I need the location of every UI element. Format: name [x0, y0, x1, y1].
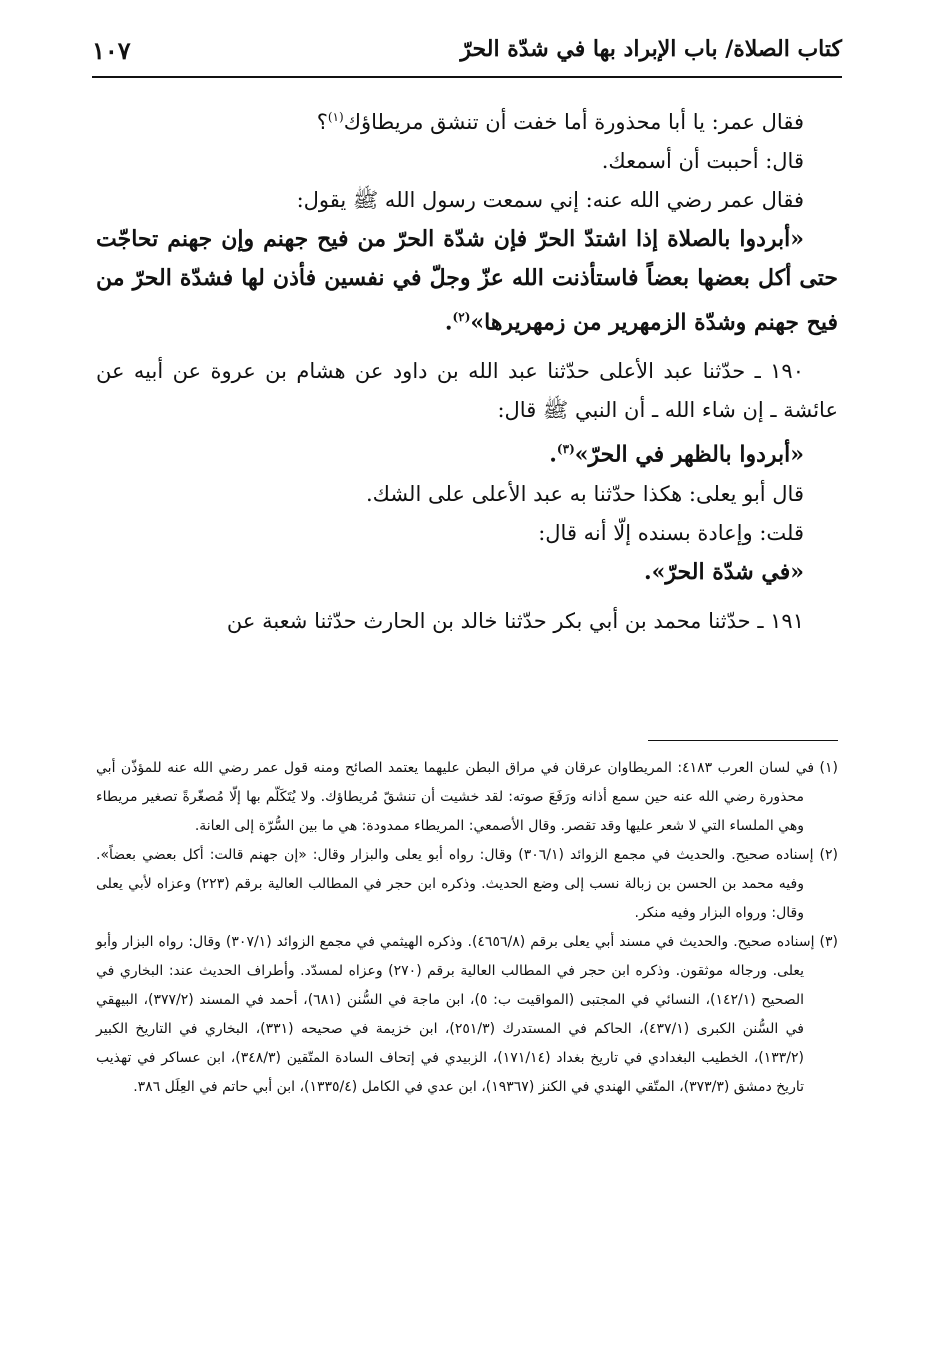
footnote-2: (٢) إسناده صحيح. والحديث في مجمع الزوائد (٣٠٦/١) وقال: رواه أبو يعلى والبزار وقال: «إن جهنم قالت: أكل بعضي بعضاً». وفيه محمد بن الحسن بن زبالة نسب إلى وضع الحديث. وذكره ابن حجر في المطالب العالية برقم (٢٢٣) وعزاه لأبي يعلى وقال: ورواه البزار وفيه منكر. [96, 847, 838, 921]
footnotes [96, 754, 838, 1102]
header-rule [92, 76, 842, 78]
hadith-1-text: «أبردوا بالصلاة إذا اشتدّ الحرّ فإن شدّة الحرّ من فيح جهنم وإن جهنم تحاجّت حتى أكل بعضها بعضاً فاستأذنت الله عزّ وجلّ في نفسين فأذن لها فشدّة الحرّ من فيح جهنم وشدّة الزمهرير من زمهريرها» [96, 226, 838, 336]
running-title: كتاب الصلاة/ باب الإبراد بها في شدّة الحرّ [460, 36, 842, 62]
hadith-190-chain: ١٩٠ ـ حدّثنا عبد الأعلى حدّثنا عبد الله بن داود عن هشام بن عروة عن أبيه عن عائشة ـ إن شاء الله ـ أن النبي ﷺ قال: [96, 359, 838, 423]
footnote-1: (١) في لسان العرب ٤١٨٣: المريطاوان عرقان في مراق البطن عليهما يعتمد الصائح ومنه قول عمر رضي الله عنه للمؤذّن أبي محذورة رضي الله عنه حين سمع أذانه ورَفَعَ صوته: لقد خشيت أن تنشقّ مُريطاؤك. ولا يُتَكَلّم بها إلّا مُصغّرةً تصغير مريطاء وهي الملساء التي لا شعر عليها وقد تقصر. وقال الأصمعي: المريطاء ممدودة: هي ما بين السُّرّة إلى العانة. [96, 760, 839, 834]
spacer [96, 592, 838, 602]
hadith-190-text [96, 430, 838, 474]
paragraph-1-text: فقال عمر: يا أبا محذورة أما خفت أن تنشق مريطاؤك [343, 110, 804, 134]
spacer [96, 342, 838, 352]
page-header [92, 36, 842, 78]
hadith-1-end: . [444, 309, 453, 336]
hadith-190-quote: «أبردوا بالظهر في الحرّ» [574, 441, 804, 468]
footnote-ref-2: (٢) [452, 310, 471, 324]
footnote-ref-3: (٣) [556, 442, 575, 457]
paragraph-3: فقال عمر رضي الله عنه: إني سمعت رسول الله ﷺ يقول: [296, 188, 804, 212]
paragraph-1-end: ؟ [316, 110, 328, 134]
footnote-3: (٣) إسناده صحيح. والحديث في مسند أبي يعلى برقم (٤٦٥٦/٨). وذكره الهيثمي في مجمع الزوائد (٣٠٧/١) وقال: رواه البزار وأبو يعلى. ورجاله موثقون. وذكره ابن حجر في المطالب العالية برقم (٢٧٠) وعزاه لمسدّد. وأطراف الحديث عند: البخاري في الصحيح (١٤٢/١)، النسائي في المجتبى (المواقيت ب: ٥)، ابن ماجة في السُّنن (٦٨١)، أحمد في المسند (٣٧٧/٢)، البيهقي في السُّنن الكبرى (٤٣٧/١)، الحاكم في المستدرك (٢٥١/٣)، ابن خزيمة في صحيحه (٣٣١)، البخاري في التاريخ الكبير (١٣٣/٢)، الخطيب البغدادي في تاريخ بغداد (١٧١/١٤)، الزبيدي في إتحاف السادة المتّقين (٣٤٨/٣)، ابن عساكر في تهذيب تاريخ دمشق (٣٧٣/٣)، المتّقي الهندي في الكنز (١٩٣٦٧)، ابن عدي في الكامل (١٣٣٥/٤)، ابن أبي حاتم في العِلَل ٣٨٦. [96, 934, 838, 1095]
footnote-ref-1: (١) [327, 110, 344, 124]
hadith-1 [96, 220, 838, 342]
hadith-190-end: . [549, 441, 557, 468]
main-text [96, 98, 838, 641]
footnote-separator [648, 740, 838, 741]
paragraph-abu-yala: قال أبو يعلى: هكذا حدّثنا به عبد الأعلى على الشك. [365, 481, 804, 506]
paragraph-1 [96, 98, 838, 142]
paragraph-note: قلت: وإعادة بسنده إلّا أنه قال: [538, 520, 804, 545]
page-number: ١٠٧ [92, 36, 131, 65]
paragraph-2: قال: أحببت أن أسمعك. [601, 149, 804, 173]
hadith-variant: «في شدّة الحرّ». [644, 558, 804, 585]
hadith-191-chain: ١٩١ ـ حدّثنا محمد بن أبي بكر حدّثنا خالد بن الحارث حدّثنا شعبة عن [226, 608, 804, 633]
